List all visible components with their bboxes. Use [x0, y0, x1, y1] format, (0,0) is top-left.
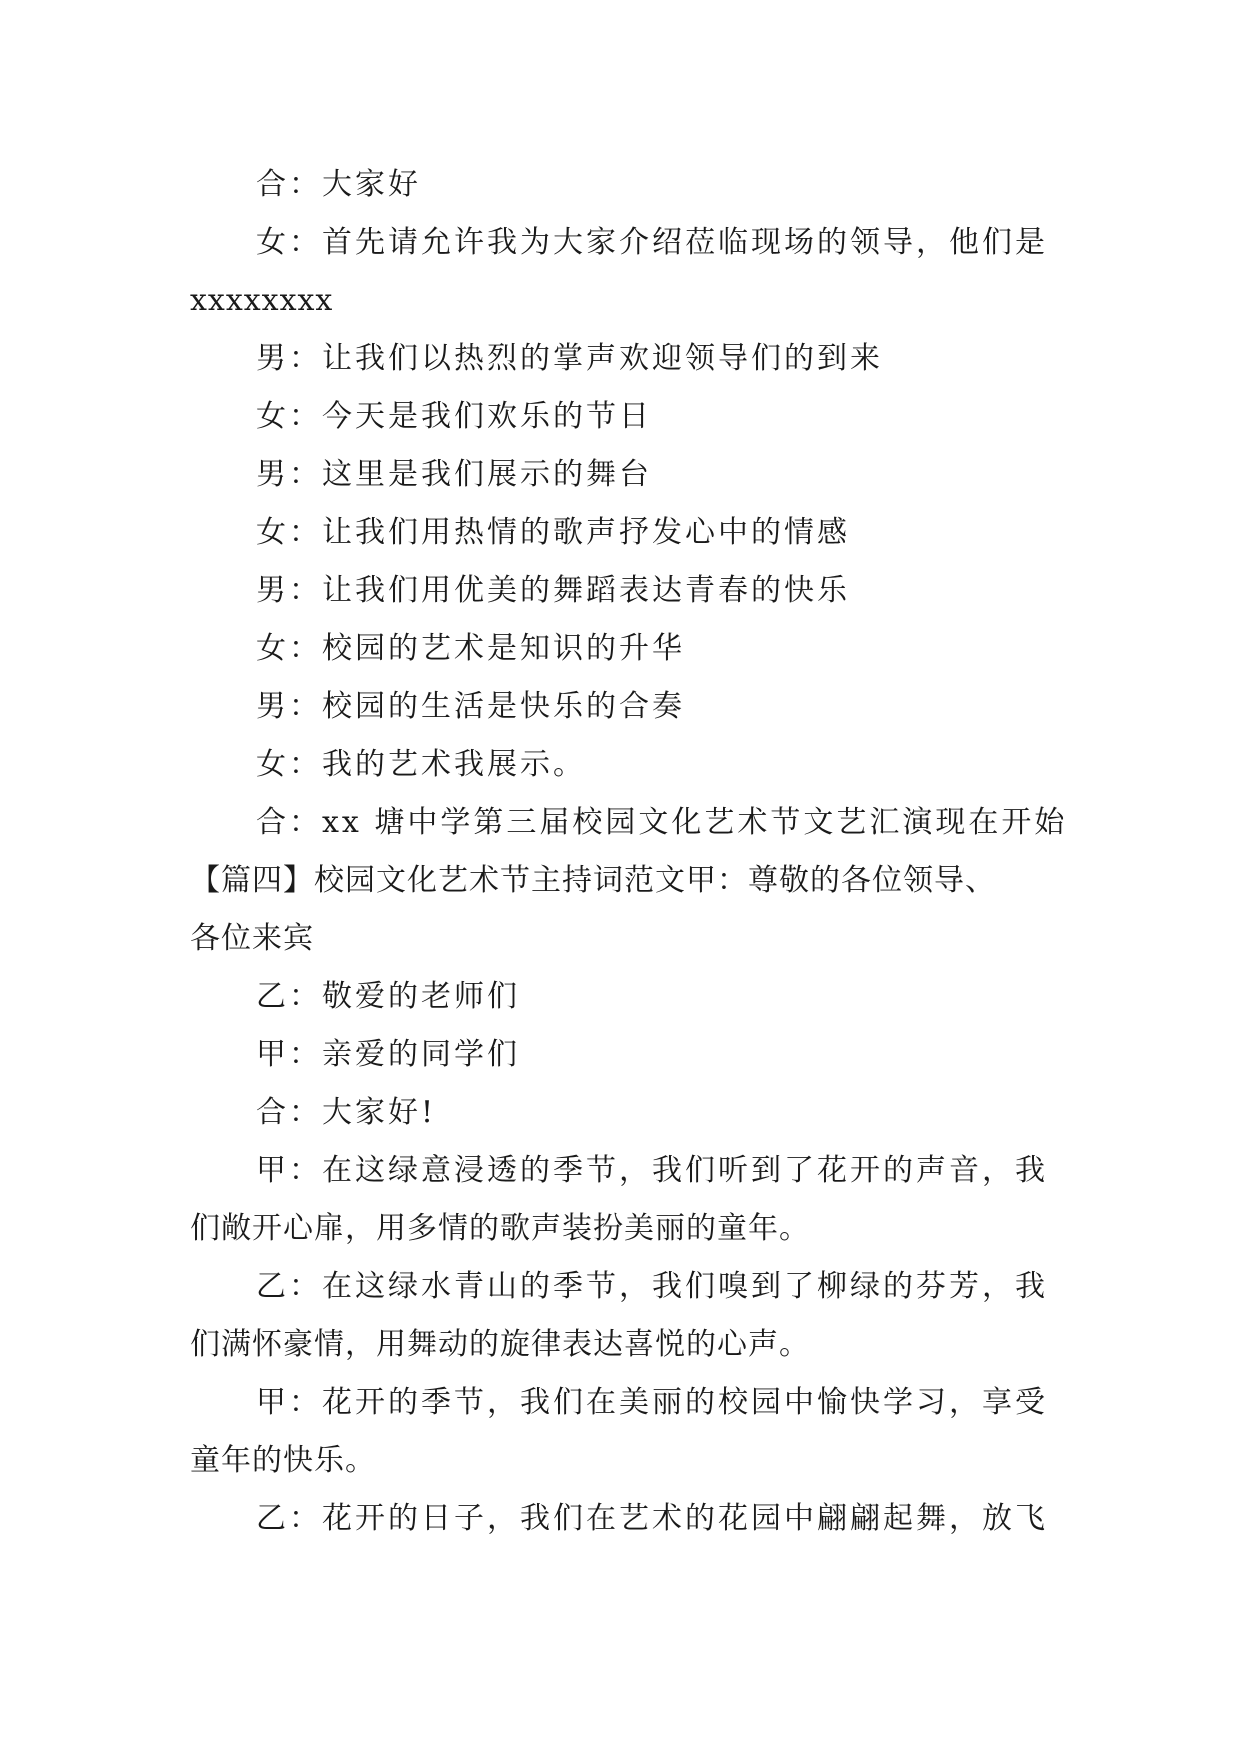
dialogue-line: 合：大家好 [256, 167, 421, 202]
dialogue-line-continuation: 们敞开心扉，用多情的歌声装扮美丽的童年。 [190, 1211, 810, 1246]
dialogue-line: 合：大家好! [256, 1095, 437, 1130]
dialogue-line: 女：让我们用热情的歌声抒发心中的情感 [256, 515, 850, 550]
dialogue-line: 乙：敬爱的老师们 [256, 979, 520, 1014]
dialogue-line-continuation: 们满怀豪情，用舞动的旋律表达喜悦的心声。 [190, 1327, 810, 1362]
dialogue-line: 女：首先请允许我为大家介绍莅临现场的领导，他们是 [256, 225, 1048, 260]
section-heading-line: 【篇四】校园文化艺术节主持词范文甲：尊敬的各位领导、 [190, 863, 996, 898]
dialogue-line: 女：我的艺术我展示。 [256, 747, 586, 782]
dialogue-line: 甲：亲爱的同学们 [256, 1037, 520, 1072]
document-body [190, 156, 1068, 1548]
dialogue-line: 乙：花开的日子，我们在艺术的花园中翩翩起舞，放飞 [256, 1501, 1048, 1536]
dialogue-line: 甲：在这绿意浸透的季节，我们听到了花开的声音，我 [256, 1153, 1048, 1188]
dialogue-line: 乙：在这绿水青山的季节，我们嗅到了柳绿的芬芳，我 [256, 1269, 1048, 1304]
dialogue-line: 男：这里是我们展示的舞台 [256, 457, 652, 492]
dialogue-line: 男：让我们用优美的舞蹈表达青春的快乐 [256, 573, 850, 608]
dialogue-line: 甲：花开的季节，我们在美丽的校园中愉快学习，享受 [256, 1385, 1048, 1420]
dialogue-line-continuation: 各位来宾 [190, 921, 314, 956]
dialogue-line: 男：校园的生活是快乐的合奏 [256, 689, 685, 724]
dialogue-line-continuation: 童年的快乐。 [190, 1443, 376, 1478]
dialogue-line: 女：校园的艺术是知识的升华 [256, 631, 685, 666]
dialogue-line-continuation: xxxxxxxx [190, 283, 334, 318]
dialogue-line: 男：让我们以热烈的掌声欢迎领导们的到来 [256, 341, 883, 376]
dialogue-line: 合：xx 塘中学第三届校园文化艺术节文艺汇演现在开始 [256, 805, 1068, 840]
dialogue-line: 女：今天是我们欢乐的节日 [256, 399, 652, 434]
